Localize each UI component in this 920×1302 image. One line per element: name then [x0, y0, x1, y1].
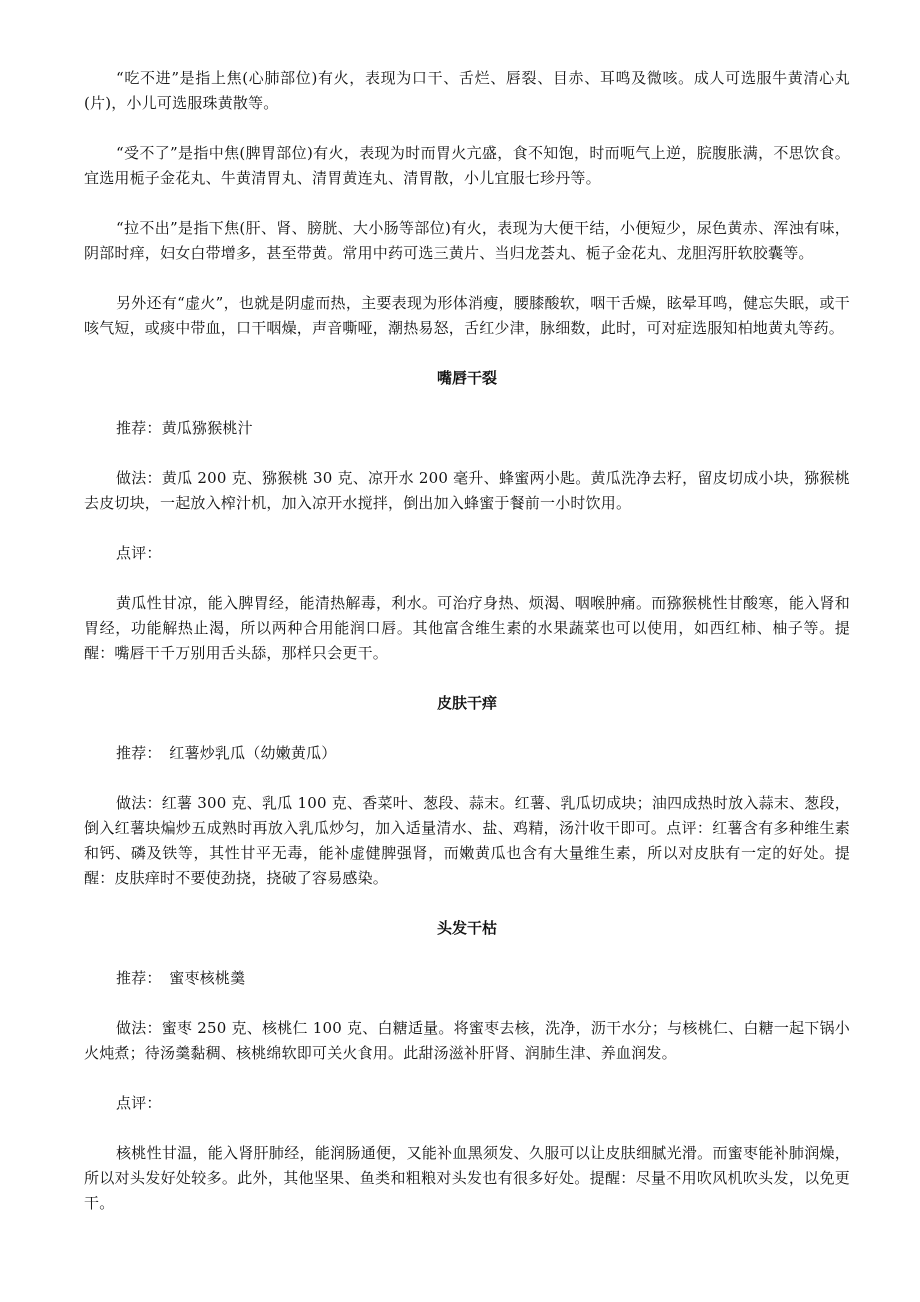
paragraph-hair-comment-label: 点评：: [116, 1094, 162, 1112]
paragraph-skin-recommend: 推荐： 红薯炒乳瓜（幼嫩黄瓜）: [116, 744, 337, 762]
paragraph-middle-jiao: “受不了”是指中焦(脾胃部位)有火，表现为时而胃火亢盛，食不知饱，时而呃气上逆，脘腹胀满，不思饮食。宜选用栀子金花丸、牛黄清胃丸、清胃黄连丸、清胃散，小儿宜服七珍丹等。: [84, 144, 850, 187]
paragraph-lower-jiao: “拉不出”是指下焦(肝、肾、膀胱、大小肠等部位)有火，表现为大便干结，小便短少，尿色黄赤、浑浊有味，阴部时痒，妇女白带增多，甚至带黄。常用中药可选三黄片、当归龙荟丸、栀子金花丸、龙胆泻肝软胶囊等。: [84, 219, 850, 262]
paragraph-hair-method: 做法：蜜枣 250 克、核桃仁 100 克、白糖适量。将蜜枣去核，洗净，沥干水分；与核桃仁、白糖一起下锅小火炖煮；待汤羹黏稠、核桃绵软即可关火食用。此甜汤滋补肝肾、润肺生津、养血润发。: [84, 1019, 850, 1062]
paragraph-lips-comment: 黄瓜性甘凉，能入脾胃经，能清热解毒，利水。可治疗身热、烦渴、咽喉肿痛。而猕猴桃性甘酸寒，能入肾和胃经，功能解热止渴，所以两种合用能润口唇。其他富含维生素的水果蔬菜也可以使用，如西红柿、柚子等。提醒：嘴唇干千万别用舌头舔，那样只会更干。: [84, 594, 850, 662]
paragraph-hair-recommend: 推荐： 蜜枣核桃羹: [116, 969, 246, 987]
paragraph-skin-method: 做法：红薯 300 克、乳瓜 100 克、香菜叶、葱段、蒜末。红薯、乳瓜切成块；油四成热时放入蒜末、葱段，倒入红薯块煸炒五成熟时再放入乳瓜炒匀，加入适量清水、盐、鸡精，汤汁收干即可。点评：红薯含有多种维生素和钙、磷及铁等，其性甘平无毒，能补虚健脾强肾，而嫩黄瓜也含有大量维生素，所以对皮肤有一定的好处。提醒：皮肤痒时不要使劲挠，挠破了容易感染。: [84, 794, 850, 887]
paragraph-lips-recommend: 推荐：黄瓜猕猴桃汁: [116, 419, 253, 437]
paragraph-hair-comment: 核桃性甘温，能入肾肝肺经，能润肠通便，又能补血黑须发、久服可以让皮肤细腻光滑。而蜜枣能补肺润燥，所以对头发好处较多。此外，其他坚果、鱼类和粗粮对头发也有很多好处。提醒：尽量不用吹风机吹头发，以免更干。: [84, 1144, 850, 1212]
paragraph-lips-method: 做法：黄瓜 200 克、猕猴桃 30 克、凉开水 200 毫升、蜂蜜两小匙。黄瓜洗净去籽，留皮切成小块，猕猴桃去皮切块，一起放入榨汁机，加入凉开水搅拌，倒出加入蜂蜜于餐前一小时饮用。: [84, 469, 850, 512]
paragraph-deficiency-fire: 另外还有“虚火”，也就是阴虚而热，主要表现为形体消瘦，腰膝酸软，咽干舌燥，眩晕耳鸣，健忘失眠，或干咳气短，或痰中带血，口干咽燥，声音嘶哑，潮热易怒，舌红少津，脉细数，此时，可对症选服知柏地黄丸等药。: [84, 294, 850, 337]
heading-dry-hair: 头发干枯: [436, 919, 497, 937]
paragraph-lips-comment-label: 点评：: [116, 544, 162, 562]
heading-chapped-lips: 嘴唇干裂: [436, 369, 497, 387]
heading-dry-itchy-skin: 皮肤干痒: [436, 694, 497, 712]
paragraph-upper-jiao: “吃不进”是指上焦(心肺部位)有火，表现为口干、舌烂、唇裂、目赤、耳鸣及微咳。成人可选服牛黄清心丸(片)，小儿可选服珠黄散等。: [84, 69, 850, 112]
